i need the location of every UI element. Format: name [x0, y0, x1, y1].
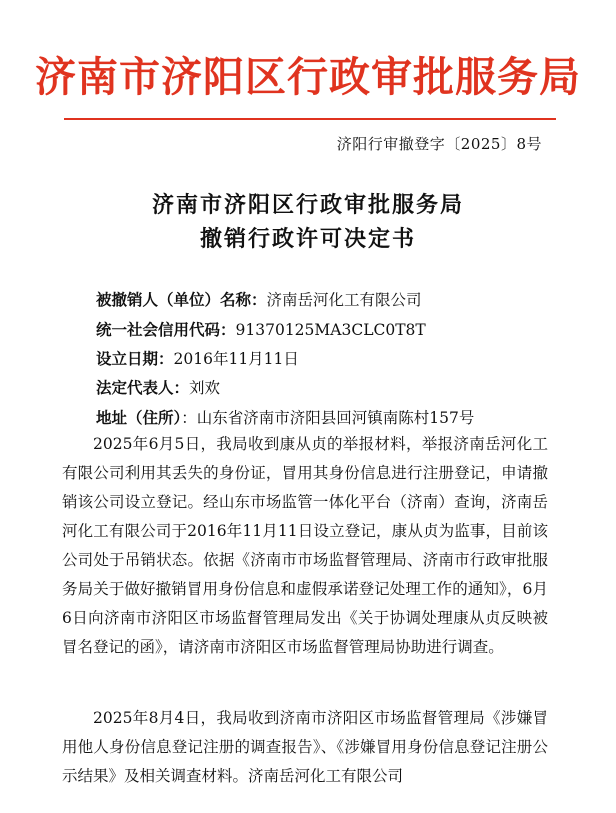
field-credit-code	[96, 318, 426, 340]
field-value: 刘欢	[189, 379, 221, 397]
field-value: 91370125MA3CLC0T8T	[235, 321, 426, 339]
field-label: 被撤销人（单位）名称：	[96, 290, 267, 309]
field-label: 设立日期：	[96, 349, 174, 368]
field-established-date	[96, 347, 299, 369]
document-number: 济阳行审撤登字〔2025〕8号	[336, 135, 542, 153]
red-divider-line	[64, 118, 556, 120]
field-value: ：山东省济南市济阳县回河镇南陈村157号	[181, 409, 475, 427]
body-paragraph-1: 2025年6月5日，我局收到康从贞的举报材料，举报济南岳河化工有限公司利用其丢失的身份证，冒用其身份信息进行注册登记，申请撤销该公司设立登记。经山东市场监管一体化平台（济南）查询，济南岳河化工有限公司于2016年11月11日设立登记，康从贞为监事，目前该公司处于吊销状态。依据《济南市市场监督管理局、济南市行政审批服务局关于做好撤销冒用身份信息和虚假承诺登记处理工作的通知》，6月6日向济南市济阳区市场监督管理局发出《关于协调处理康从贞反映被冒名登记的函》，请济南市济阳区市场监督管理局协助进行调查。	[62, 435, 548, 656]
field-entity-name	[96, 288, 422, 310]
field-label: 法定代表人：	[96, 378, 190, 397]
field-value: 济南岳河化工有限公司	[266, 291, 422, 309]
document-title-line1: 济南市济阳区行政审批服务局	[151, 192, 464, 218]
document-title-line2: 撤销行政许可决定书	[199, 226, 416, 252]
field-legal-representative	[96, 376, 220, 398]
field-label: 统一社会信用代码：	[96, 320, 236, 339]
field-address	[96, 406, 474, 428]
agency-letterhead: 济南市济阳区行政审批服务局	[35, 53, 581, 101]
field-label: 地址（住所）	[96, 408, 182, 427]
field-value: 2016年11月11日	[173, 350, 299, 368]
body-paragraph-2: 2025年8月4日，我局收到济南市济阳区市场监督管理局《涉嫌冒用他人身份信息登记注册的调查报告》、《涉嫌冒用身份信息登记注册公示结果》及相关调查材料。济南岳河化工有限公司	[62, 709, 548, 785]
